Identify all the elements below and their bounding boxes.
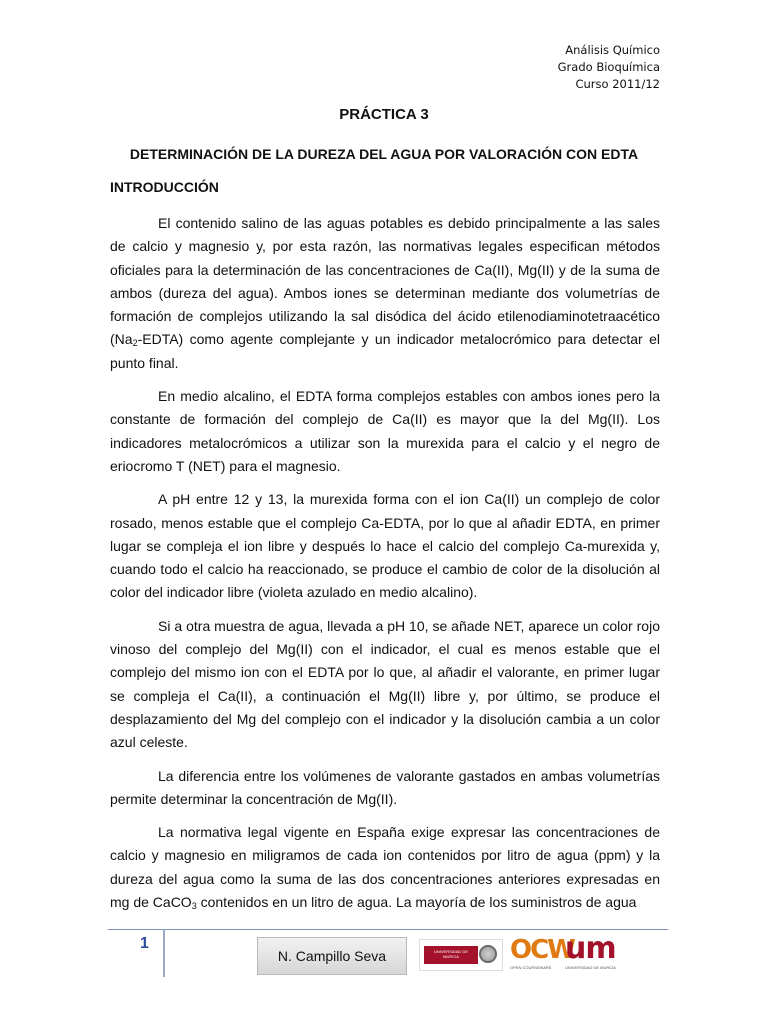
university-logo (419, 939, 503, 971)
ocw-logo-caption: OPEN COURSEWARE (510, 965, 552, 970)
course-header (558, 42, 660, 93)
footer-divider (108, 929, 668, 930)
university-seal-icon (479, 945, 497, 963)
section-heading: INTRODUCCIÓN (110, 179, 219, 195)
paragraph-1-text-b: -EDTA) como agente complejante y un indicador metalocrómico para detectar el punto final. (110, 331, 660, 371)
page-footer (0, 925, 768, 985)
document-title: DETERMINACIÓN DE LA DUREZA DEL AGUA POR VALORACIÓN CON EDTA (129, 146, 639, 162)
practice-title: PRÁCTICA 3 (339, 106, 429, 123)
paragraph-3: A pH entre 12 y 13, la murexida forma con el ion Ca(II) un complejo de color rosado, menos estable que el complejo Ca-EDTA, por lo que al añadir EDTA, en primer lugar se compleja el ion libre y después lo hace el calcio del complejo Ca-murexida y, cuando todo el calcio ha reaccionado, se produce el cambio de color de la disolución al color del indicador libre (violeta azulado en medio alcalino). (110, 491, 660, 601)
paragraph-1-subscript: 2 (132, 338, 138, 349)
paragraph-4: Si a otra muestra de agua, llevada a pH 10, se añade NET, aparece un color rojo vinoso del complejo del Mg(II) con el indicador, el cual es menos estable que el complejo del mismo ion con el EDTA por lo que, al añadir el valorante, en primer lugar se compleja el Ca(II), a continuación el Mg(II) libre y, por último, se produce el desplazamiento del Mg del complejo con el indicador y la disolución cambia a un color azul celeste. (110, 617, 660, 751)
paragraph-6-text-b: contenidos en un litro de agua. La mayoría de los suministros de agua (196, 894, 637, 911)
ocw-logo-mark: OCW (510, 935, 574, 965)
paragraph-5: La diferencia entre los volúmenes de valorante gastados en ambas volumetrías permite determinar la concentración de Mg(II). (110, 767, 660, 807)
paragraph-1-text-a: El contenido salino de las aguas potables es debido principalmente a las sales de calcio y magnesio y, por esta razón, las normativas legales especifican métodos oficiales para la determinación de las concentraciones de Ca(II), Mg(II) y de la suma de ambos (dureza del agua). Ambos iones se determinan mediante dos volumetrías de formación de complejos utilizando la sal disódica del ácido etilenodiaminotetraacético (Na (110, 215, 660, 348)
paragraph-6-text-a: La normativa legal vigente en España exige expresar las concentraciones de calcio y magnesio en miligramos de cada ion contenidos por litro de agua (ppm) y la dureza del agua como la suma de las dos concentraciones anteriores expresadas en mg de CaCO (110, 824, 660, 911)
um-logo-caption: UNIVERSIDAD DE MURCIA (565, 965, 616, 970)
body-text (110, 212, 660, 924)
ocw-um-logo (510, 931, 625, 975)
paragraph-1 (110, 212, 660, 375)
footer-vertical-divider (163, 929, 165, 977)
author-name: N. Campillo Seva (257, 937, 407, 975)
header-subject: Análisis Químico (565, 43, 660, 57)
page-number: 1 (140, 935, 149, 952)
header-year: Curso 2011/12 (575, 77, 660, 91)
paragraph-6 (110, 821, 660, 914)
paragraph-6-subscript: 3 (191, 901, 197, 912)
um-logo-mark: um (565, 931, 616, 966)
header-degree: Grado Bioquímica (557, 60, 660, 74)
university-logo-text: UNIVERSIDAD DE MURCIA (433, 949, 468, 959)
paragraph-2: En medio alcalino, el EDTA forma complejos estables con ambos iones pero la constante de formación del complejo de Ca(II) es mayor que la del Mg(II). Los indicadores metalocrómicos a utilizar son la murexida para el calcio y el negro de eriocromo T (NET) para el magnesio. (110, 388, 660, 474)
